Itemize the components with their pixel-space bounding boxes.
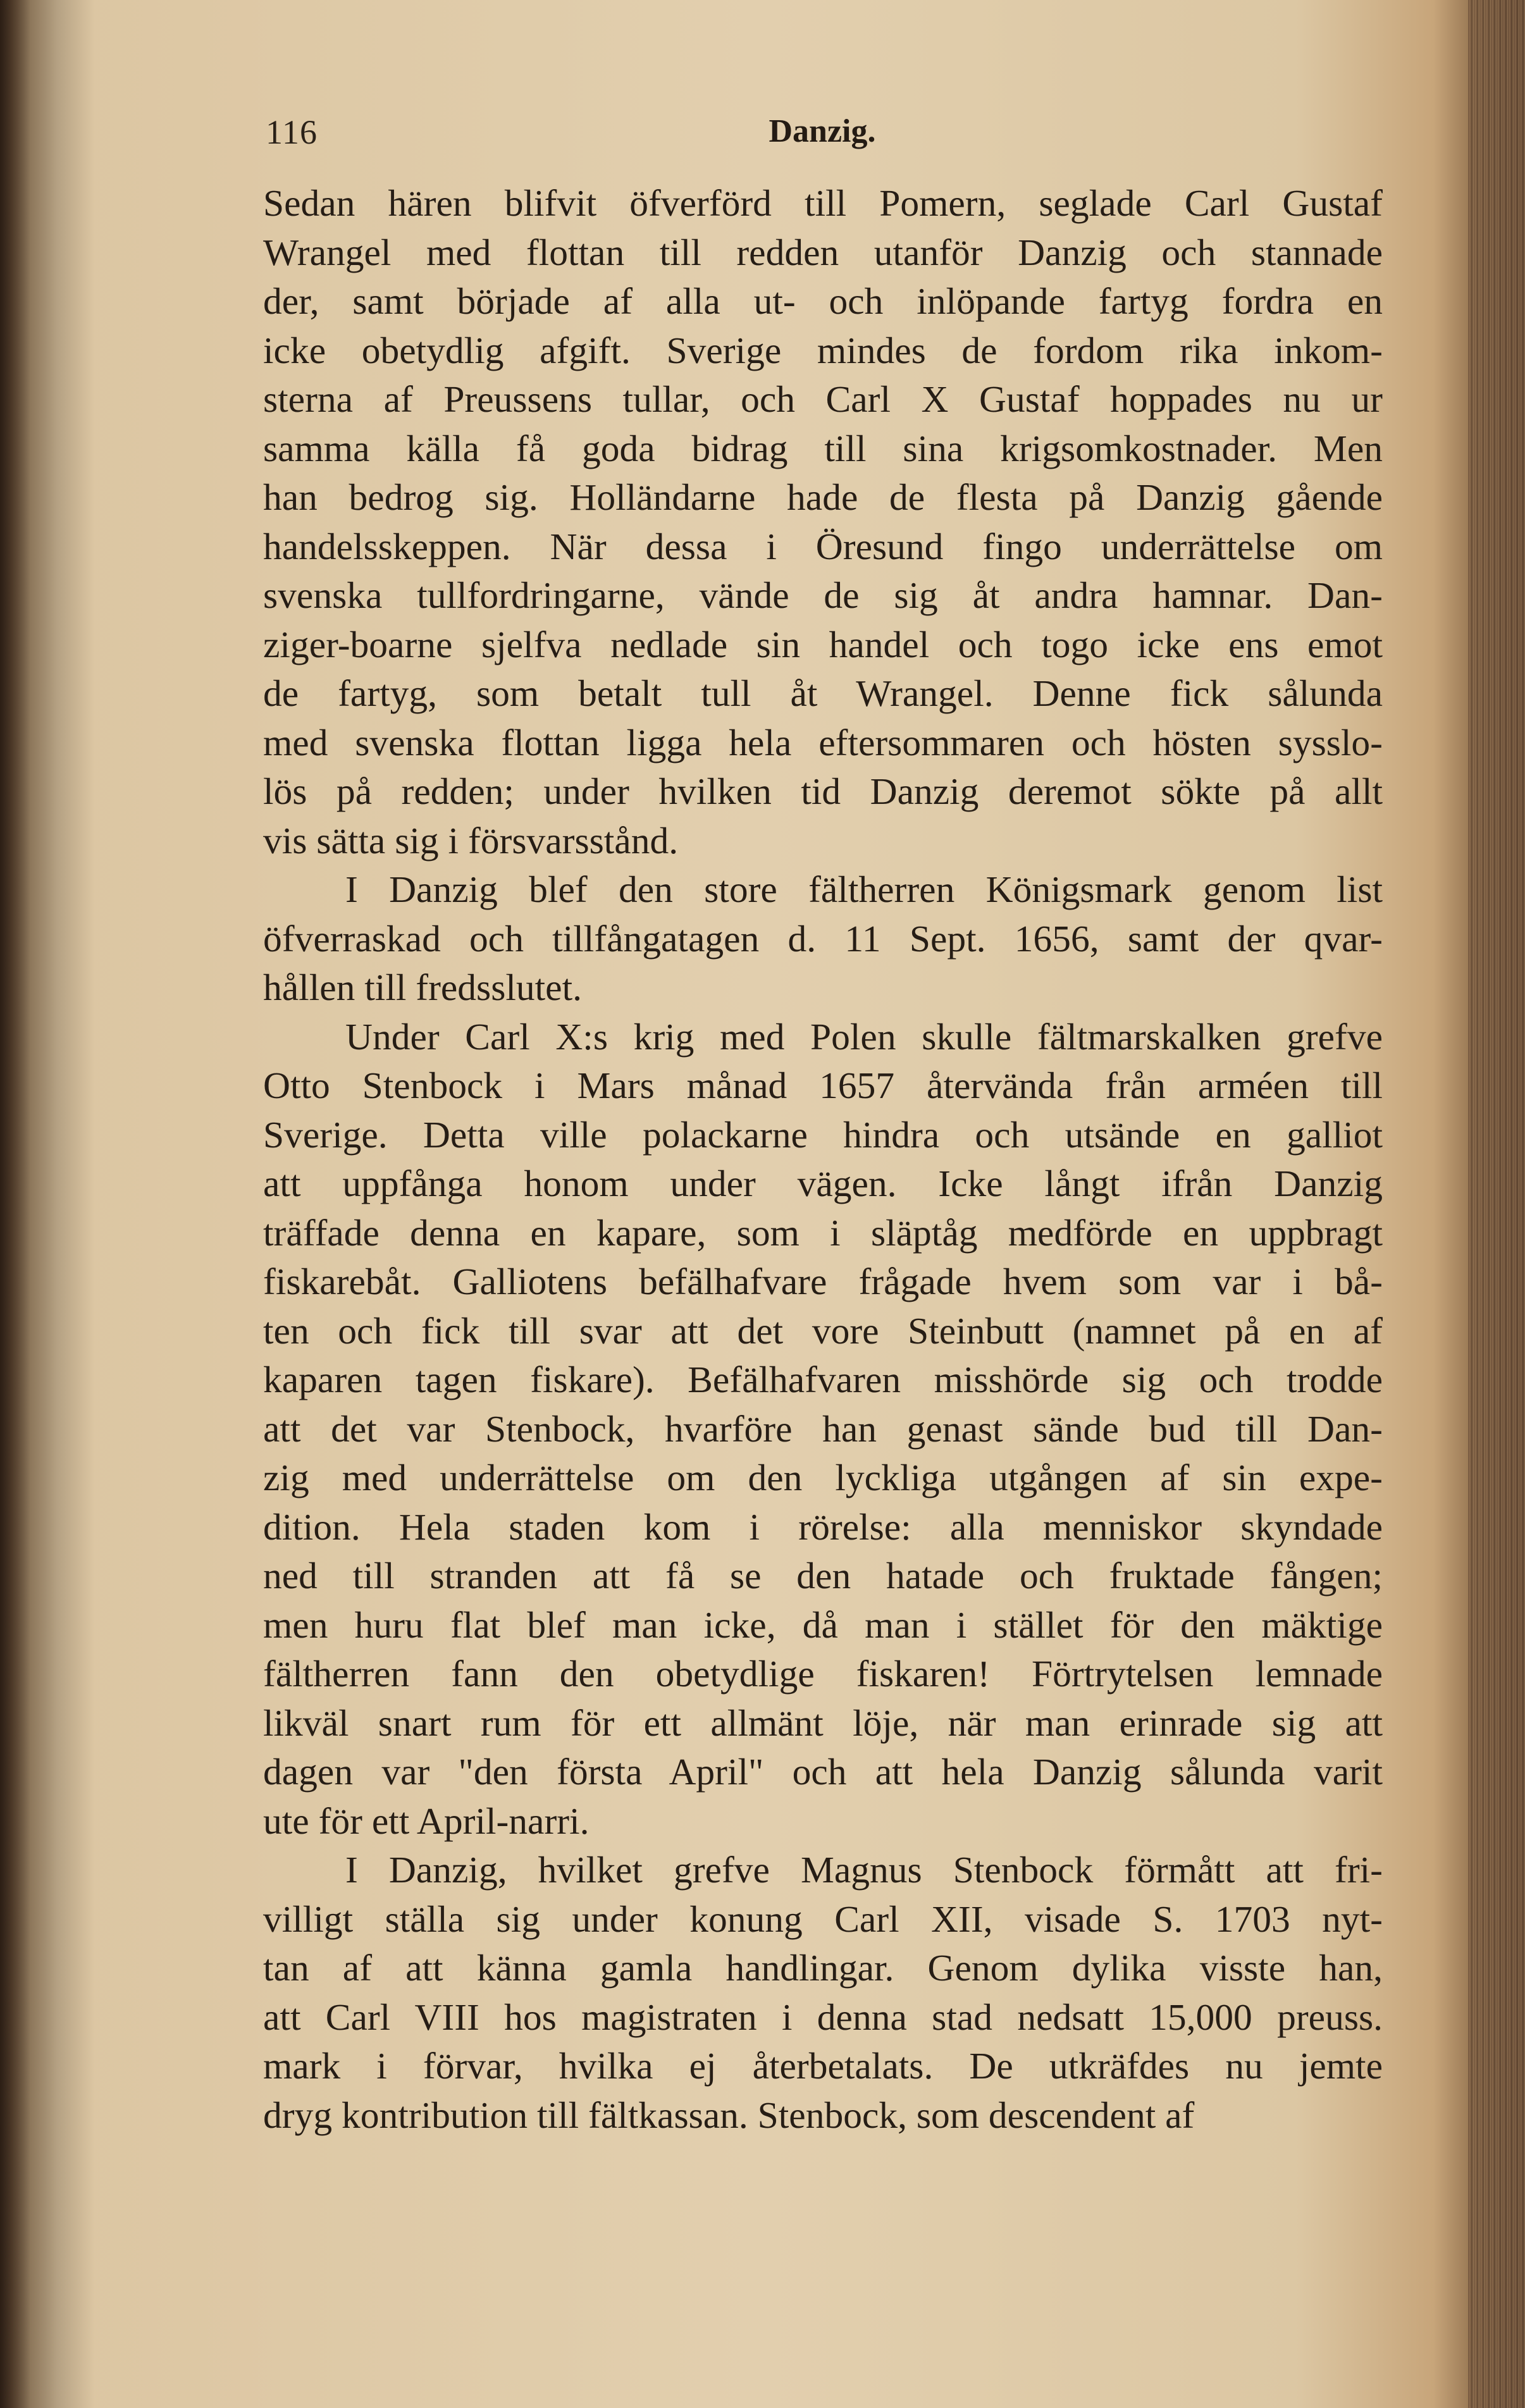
text-line: zig med underrättelse om den lyckliga utgången af sin expe-	[263, 1457, 1383, 1498]
binding-gutter-shadow	[0, 0, 95, 2408]
text-line: men huru flat blef man icke, då man i stället för den mäktige	[263, 1603, 1383, 1646]
text-line: att det var Stenbock, hvarföre han genast sände bud till Dan-	[263, 1407, 1383, 1450]
text-line: öfverraskad och tillfångatagen d. 11 Sept. 1656, samt der qvar-	[263, 917, 1383, 960]
text-line: fiskarebåt. Galliotens befälhafvare frågade hvem som var i bå-	[263, 1261, 1383, 1302]
text-line: icke obetydlig afgift. Sverige mindes de fordom rika inkom-	[263, 329, 1383, 371]
paragraph	[263, 1013, 1383, 1846]
text-line: svenska tullfordringarne, vände de sig åt andra hamnar. Dan-	[263, 574, 1383, 616]
text-line: handelsskeppen. När dessa i Öresund fingo underrättelse om	[263, 525, 1383, 567]
text-line: han bedrog sig. Holländarne hade de flesta på Danzig gående	[263, 476, 1383, 518]
paragraph	[263, 1846, 1383, 2140]
text-line: att uppfånga honom under vägen. Icke långt ifrån Danzig	[263, 1163, 1383, 1204]
text-line: att Carl VIII hos magistraten i denna stad nedsatt 15,000 preuss.	[263, 1996, 1383, 2038]
text-line: de fartyg, som betalt tull åt Wrangel. Denne fick sålunda	[263, 672, 1383, 714]
text-line: I Danzig, hvilket grefve Magnus Stenbock förmått att fri-	[345, 1849, 1383, 1891]
text-line: sterna af Preussens tullar, och Carl X Gustaf hoppades nu ur	[263, 378, 1383, 420]
running-title: Danzig.	[769, 113, 876, 149]
text-line: I Danzig blef den store fältherren Königsmark genom list	[345, 868, 1383, 910]
text-line: mark i förvar, hvilka ej återbetalats. De utkräfdes nu jemte	[263, 2045, 1383, 2087]
page-edge-stack	[1468, 0, 1525, 2408]
text-line: samma källa få goda bidrag till sina krigsomkostnader. Men	[263, 427, 1383, 469]
text-line: dition. Hela staden kom i rörelse: alla menniskor skyndade	[263, 1505, 1383, 1548]
text-line: Sedan hären blifvit öfverförd till Pomern, seglade Carl Gustaf	[263, 182, 1383, 224]
text-line: villigt ställa sig under konung Carl XII, visade S. 1703 nyt-	[263, 1898, 1383, 1940]
running-head	[266, 113, 1379, 163]
text-line: ten och fick till svar att det vore Steinbutt (namnet på en af	[263, 1309, 1383, 1352]
paragraph	[263, 865, 1383, 1013]
text-line: likväl snart rum för ett allmänt löje, när man erinrade sig att	[263, 1701, 1383, 1744]
text-line: Sverige. Detta ville polackarne hindra och utsände en galliot	[263, 1113, 1383, 1156]
text-line: kaparen tagen fiskare). Befälhafvaren misshörde sig och trodde	[263, 1359, 1383, 1400]
text-line: fältherren fann den obetydlige fiskaren! Förtrytelsen lemnade	[263, 1653, 1383, 1695]
text-line: lös på redden; under hvilken tid Danzig deremot sökte på allt	[263, 770, 1383, 812]
page-number: 116	[266, 113, 318, 151]
text-line: dagen var "den första April" och att hela Danzig sålunda varit	[263, 1751, 1383, 1793]
text-line: dryg kontribution till fältkassan. Stenbock, som descendent af	[263, 2094, 1195, 2136]
text-line: ziger-boarne sjelfva nedlade sin handel och togo icke ens emot	[263, 623, 1383, 665]
text-line: Under Carl X:s krig med Polen skulle fältmarskalken grefve	[345, 1015, 1383, 1058]
text-line: hållen till fredsslutet.	[263, 966, 582, 1008]
body-text	[263, 179, 1383, 2140]
text-line: vis sätta sig i försvarsstånd.	[263, 819, 679, 861]
text-line: der, samt började af alla ut- och inlöpande fartyg fordra en	[263, 280, 1383, 322]
text-line: träffade denna en kapare, som i släptåg medförde en uppbragt	[263, 1211, 1383, 1254]
text-line: tan af att känna gamla handlingar. Genom dylika visste han,	[263, 1947, 1383, 1989]
text-line: med svenska flottan ligga hela eftersommaren och hösten sysslo-	[263, 721, 1383, 763]
text-line: ute för ett April-narri.	[263, 1800, 590, 1842]
text-line: ned till stranden att få se den hatade och fruktade fången;	[263, 1555, 1383, 1596]
text-line: Otto Stenbock i Mars månad 1657 återvända från arméen till	[263, 1065, 1383, 1106]
text-line: Wrangel med flottan till redden utanför Danzig och stannade	[263, 231, 1383, 273]
paragraph	[263, 179, 1383, 865]
